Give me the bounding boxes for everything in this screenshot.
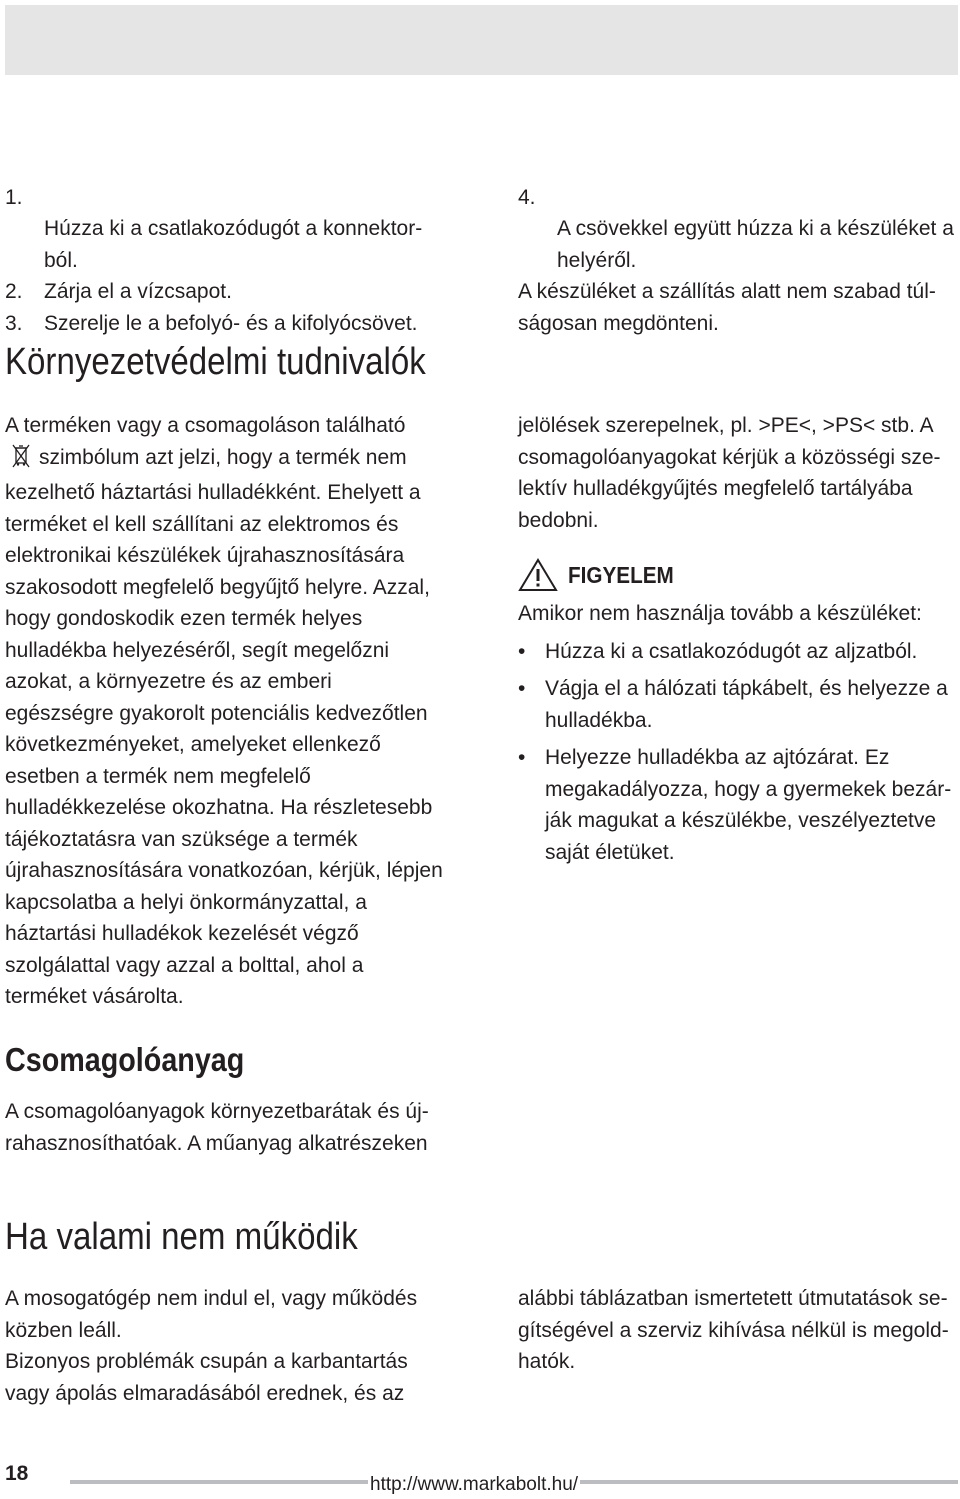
warning-bullet: • Húzza ki a csatlakozódugót az aljzatból.: [518, 636, 958, 668]
step-text: A csövekkel együtt húzza ki a készüléket a helyéről.: [557, 217, 954, 272]
warning-triangle-icon: [518, 558, 558, 592]
crossed-out-bin-icon: [11, 444, 31, 478]
step-item: [5, 308, 445, 340]
step-text: Húzza ki a csatlakozódugót a konnektor- ból.: [44, 217, 423, 272]
warning-intro: Amikor nem használja tovább a készüléket:: [518, 602, 922, 625]
steps-list-left: [5, 150, 445, 339]
trouble-left-column: [5, 1283, 445, 1409]
section-title-packaging: Csomagolóanyag: [5, 1041, 245, 1078]
step-item: [5, 150, 445, 276]
warning-bullet-list: [518, 636, 958, 869]
env-right-column: [518, 410, 958, 874]
env-paragraph-text: szimbólum azt jelzi, hogy a termék nem kezelhető háztartási hulladékként. Ehelyett a terméket el kell szállítani az elektromos és elektronikai készülékek újrahasznosítására szakosodott megfelelő begyűjtő helyre. Azzal, hogy gondoskodik ezen termék helyes hulladékba helyezéséről, segít megelőzni azokat, a környezetre és az emberi egészségre gyakorolt potenciális kedvezőtlen következményeket, amelyeket ellenkező esetben a termék nem megfelelő hulladékkezelése okozhatna. Ha részletesebb tájékoztatásra van szüksége a termék újrahasznosítására vonatkozóan, kérjük, lépjen kapcsolatba a helyi önkormányzattal, a háztartási hulladékok kezelését végző szolgálattal vagy azzal a bolttal, ahol a terméket vásárolta.: [5, 445, 443, 1008]
warning-bullet: • Helyezze hulladékba az ajtózárat. Ez megakadályozza, hogy a gyermekek bezár- ják magukat a készülékbe, veszélyeztetve saját életüket.: [518, 742, 958, 868]
step-text: Szerelje le a befolyó- és a kifolyócsövet.: [44, 311, 418, 335]
step-item: [5, 276, 445, 308]
section-title-troubleshooting: Ha valami nem működik: [5, 1216, 358, 1258]
step-number: 1.: [5, 185, 23, 209]
warning-bullet: • Vágja el a hálózati tápkábelt, és helyezze a hulladékba.: [518, 673, 958, 736]
env-left-column: [5, 410, 443, 1013]
trouble-paragraph-1: A mosogatógép nem indul el, vagy működés közben leáll.: [5, 1287, 418, 1342]
env-right-paragraph: jelölések szerepelnek, pl. >PE<, >PS< stb. A csomagolóanyagokat kérjük a közösségi sze- lektív hulladékgyűjtés megfelelő tartályába bedobni.: [518, 414, 941, 532]
footer-url-link[interactable]: http://www.markabolt.hu/: [370, 1474, 579, 1495]
section-title-environment: Környezetvédelmi tudnivalók: [5, 341, 426, 383]
page-number: 18: [5, 1462, 29, 1485]
env-paragraph-start: A terméken vagy a csomagoláson található: [5, 414, 406, 437]
step-item: [518, 150, 958, 276]
step-number: 3.: [5, 311, 23, 335]
env-paragraph: [5, 442, 443, 1013]
packaging-paragraph: A csomagolóanyagok környezetbarátak és új- rahasznosíthatóak. A műanyag alkatrészeken: [5, 1100, 429, 1155]
step-text: Zárja el a vízcsapot.: [44, 280, 232, 303]
steps-list-right: [518, 150, 958, 339]
step-number: 4.: [518, 185, 536, 209]
top-header-bar: [5, 5, 958, 75]
trouble-paragraph-2: Bizonyos problémák csupán a karbantartás vagy ápolás elmaradásából erednek, és az: [5, 1350, 408, 1405]
warning-header: [518, 558, 958, 592]
transport-note: A készüléket a szállítás alatt nem szabad túl- ságosan megdönteni.: [518, 280, 936, 335]
step-number: 2.: [5, 280, 23, 303]
trouble-right-paragraph: alábbi táblázatban ismertetett útmutatások se- gítségével a szerviz kihívása nélkül is megold- hatók.: [518, 1287, 949, 1373]
warning-title: FIGYELEM: [568, 561, 674, 588]
